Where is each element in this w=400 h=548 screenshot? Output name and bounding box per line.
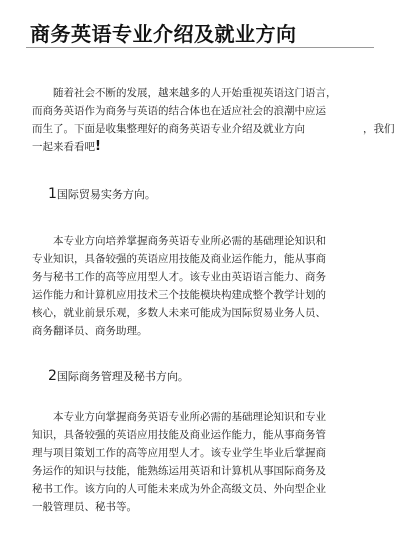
intro-line-1: 随着社会不断的发展，越来越多的人开始重视英语这门语言， bbox=[53, 87, 337, 99]
section-2-line-2: 知识，具备较强的英语应用技能及商业运作能力，能从事商务管 bbox=[32, 429, 326, 441]
section-2-line-5: 秘书工作。该方向的人可能未来成为外企高级文员、外向型企业 bbox=[32, 483, 326, 495]
section-2-line-4: 务运作的知识与技能，能熟练运用英语和计算机从事国际商务及 bbox=[32, 465, 326, 477]
section-2-paragraph bbox=[32, 408, 372, 516]
section-2-line-6: 一般管理员、秘书等。 bbox=[32, 501, 137, 513]
section-1-line-1: 本专业方向培养掌握商务英语专业所必需的基础理论知识和 bbox=[53, 235, 326, 247]
section-2-line-3: 理与项目策划工作的高等应用型人才。该专业学生毕业后掌握商 bbox=[32, 447, 326, 459]
intro-line-4-text: 一起来看看吧 bbox=[32, 141, 95, 153]
section-1-number: 1 bbox=[48, 186, 57, 202]
intro-line-3-text: 而生了。下面是收集整理好的商务英语专业介绍及就业方向 bbox=[32, 123, 305, 135]
section-2-title: 国际商务管理及秘书方向。 bbox=[56, 370, 189, 383]
section-1-heading bbox=[48, 186, 156, 202]
intro-line-3-tail: ，我们 bbox=[363, 123, 395, 135]
section-2-number: 2 bbox=[48, 368, 57, 384]
section-2-line-1: 本专业方向掌握商务英语专业所必需的基础理论知识和专业 bbox=[53, 411, 326, 423]
section-1-line-4: 运作能力和计算机应用技术三个技能模块构建成整个教学计划的 bbox=[32, 289, 326, 301]
section-1-line-6: 商务翻译员、商务助理。 bbox=[32, 325, 148, 337]
section-2-heading bbox=[48, 368, 189, 384]
intro-exclamation: ! bbox=[95, 139, 101, 154]
intro-paragraph bbox=[32, 84, 395, 156]
intro-line-3 bbox=[32, 120, 395, 138]
title-underline bbox=[26, 47, 374, 48]
section-1-line-2: 专业知识，具备较强的英语应用技能及商业运作能力，能从事商 bbox=[32, 253, 326, 265]
page-title: 商务英语专业介绍及就业方向 bbox=[30, 22, 297, 46]
section-1-title: 国际贸易实务方向。 bbox=[56, 188, 156, 201]
intro-line-2: 而商务英语作为商务与英语的结合体也在适应社会的浪潮中应运 bbox=[32, 105, 326, 117]
section-1-paragraph bbox=[32, 232, 372, 340]
intro-line-4 bbox=[32, 138, 372, 156]
section-1-line-5: 核心，就业前景乐观，多数人未来可能成为国际贸易业务人员、 bbox=[32, 307, 326, 319]
section-1-line-3: 务与秘书工作的高等应用型人才。该专业由英语语言能力、商务 bbox=[32, 271, 326, 283]
